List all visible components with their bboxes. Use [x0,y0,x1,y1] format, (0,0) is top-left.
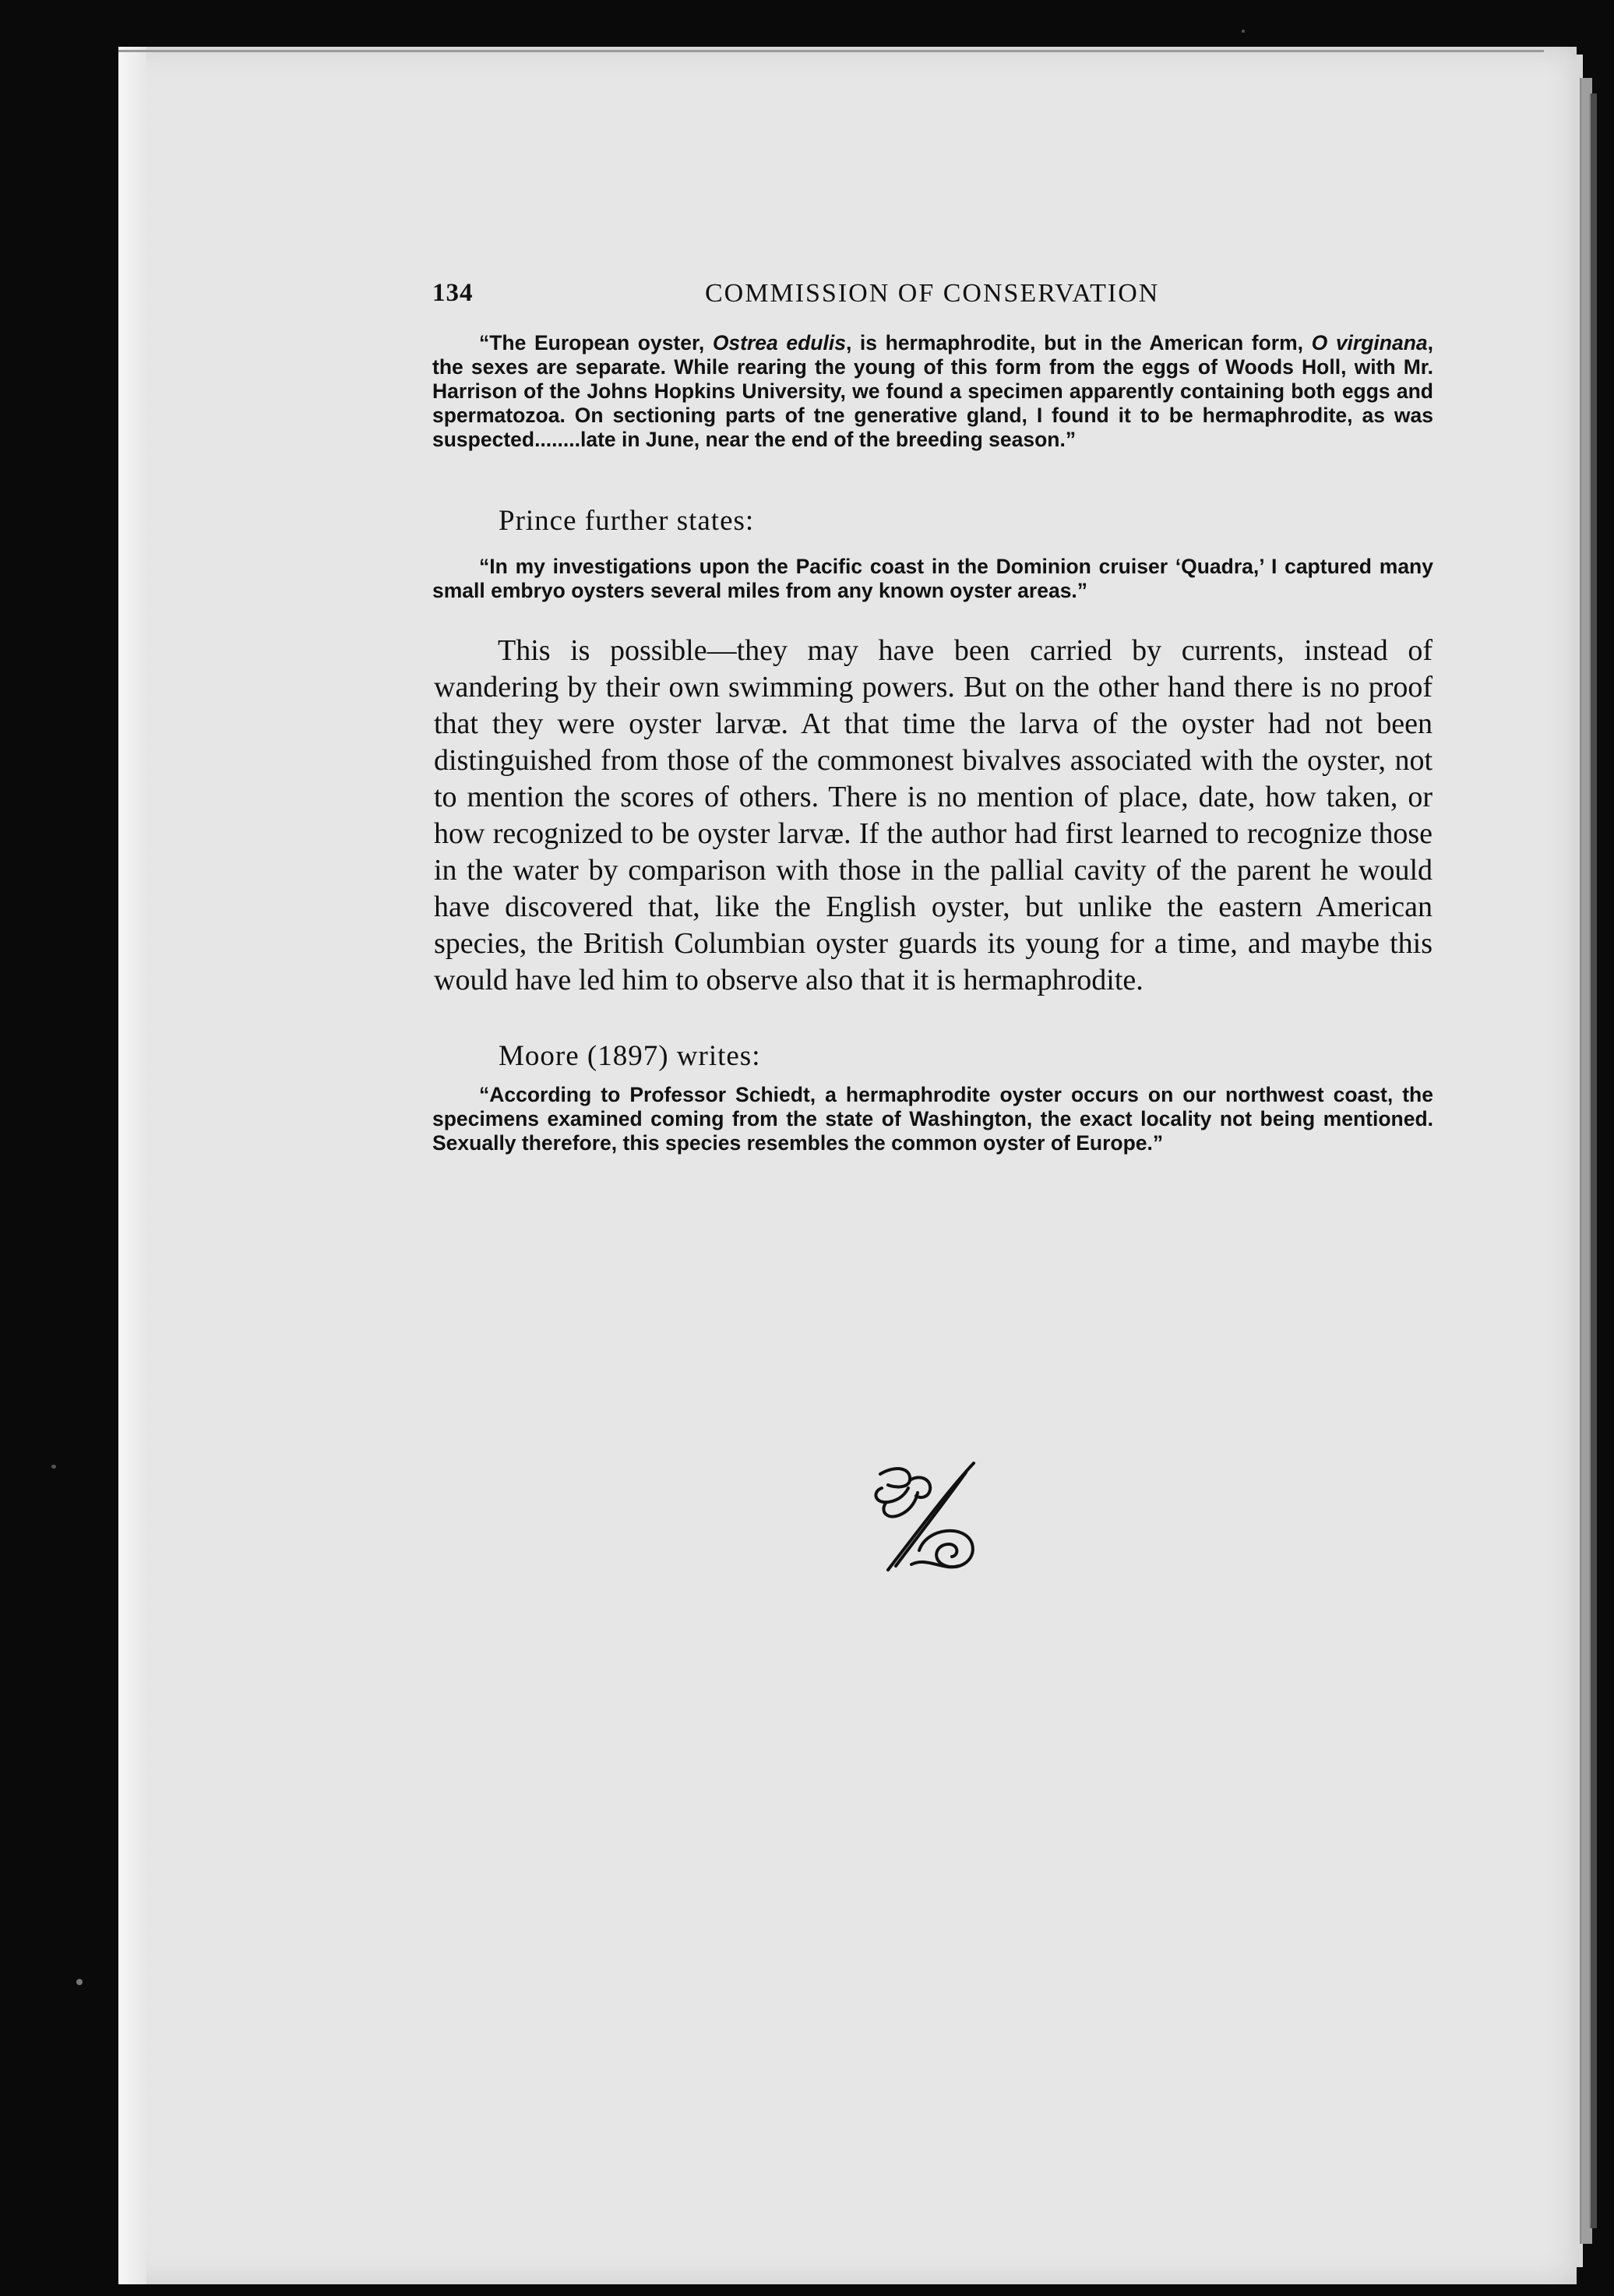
quote-paragraph [432,331,1433,452]
page-number: 134 [432,279,474,307]
header-title: COMMISSION OF CONSERVATION [705,279,1160,308]
block-quote-european-oyster [432,331,1433,452]
species-name: Ostrea edulis [712,331,846,354]
species-name: O virginana [1311,331,1428,354]
quote-text: , the sexes are separate. While rearing the young of this form from the eggs of Woods Holl, with Mr. Harrison of the Johns Hopkins University, we found a specimen apparently containing both eggs and spermatozoa. On sectioning parts of tne generative gland, I found it to be hermaphrodite, as was suspected........late in June, near the end of the breeding season.” [432,331,1434,451]
page-margin-strip [118,47,146,2284]
quote-text: , is hermaphrodite, but in the American form, [845,331,1312,354]
quote-text: “The European oyster, [479,331,713,354]
scan-speck [76,1979,83,1985]
scan-speck [51,1465,56,1469]
page-top-edge [118,50,1544,52]
quote-paragraph: “In my investigations upon the Pacific coast in the Dominion cruiser ‘Quadra,’ I captured many small embryo oysters several miles from any known oyster areas.” [432,555,1433,602]
body-paragraph: This is possible—they may have been carried by currents, instead of wandering by their own swimming powers. But on the other hand there is no proof that they were oyster larvæ. At that time the larva of the oyster had not been distinguished from those of the commonest bivalves associated with the oyster, not to mention the scores of others. There is no mention of place, date, how taken, or how recognized to be oyster larvæ. If the author had first learned to recognize those in the water by comparison with those in the pallial cavity of the parent he would have discovered that, like the English oyster, but unlike the eastern American species, the British Columbian oyster guards its young for a time, and maybe this would have led him to observe also that it is hermaphrodite. [434,634,1433,996]
quote-paragraph: “According to Professor Schiedt, a hermaphrodite oyster occurs on our northwest coast, the specimens examined coming from the state of Washington, the exact locality not being mentioned. Sexually therefore, this species resembles the common oyster of Europe.” [432,1083,1433,1155]
block-quote-moore [432,1083,1433,1155]
scan-speck [1242,30,1245,33]
block-quote-prince [432,555,1433,603]
lead-in-prince: Prince further states: [499,505,755,537]
page-edge [1589,93,1597,2228]
running-head [432,279,1437,316]
lead-in-moore: Moore (1897) writes: [499,1040,761,1072]
floral-tailpiece-icon [865,1457,989,1582]
